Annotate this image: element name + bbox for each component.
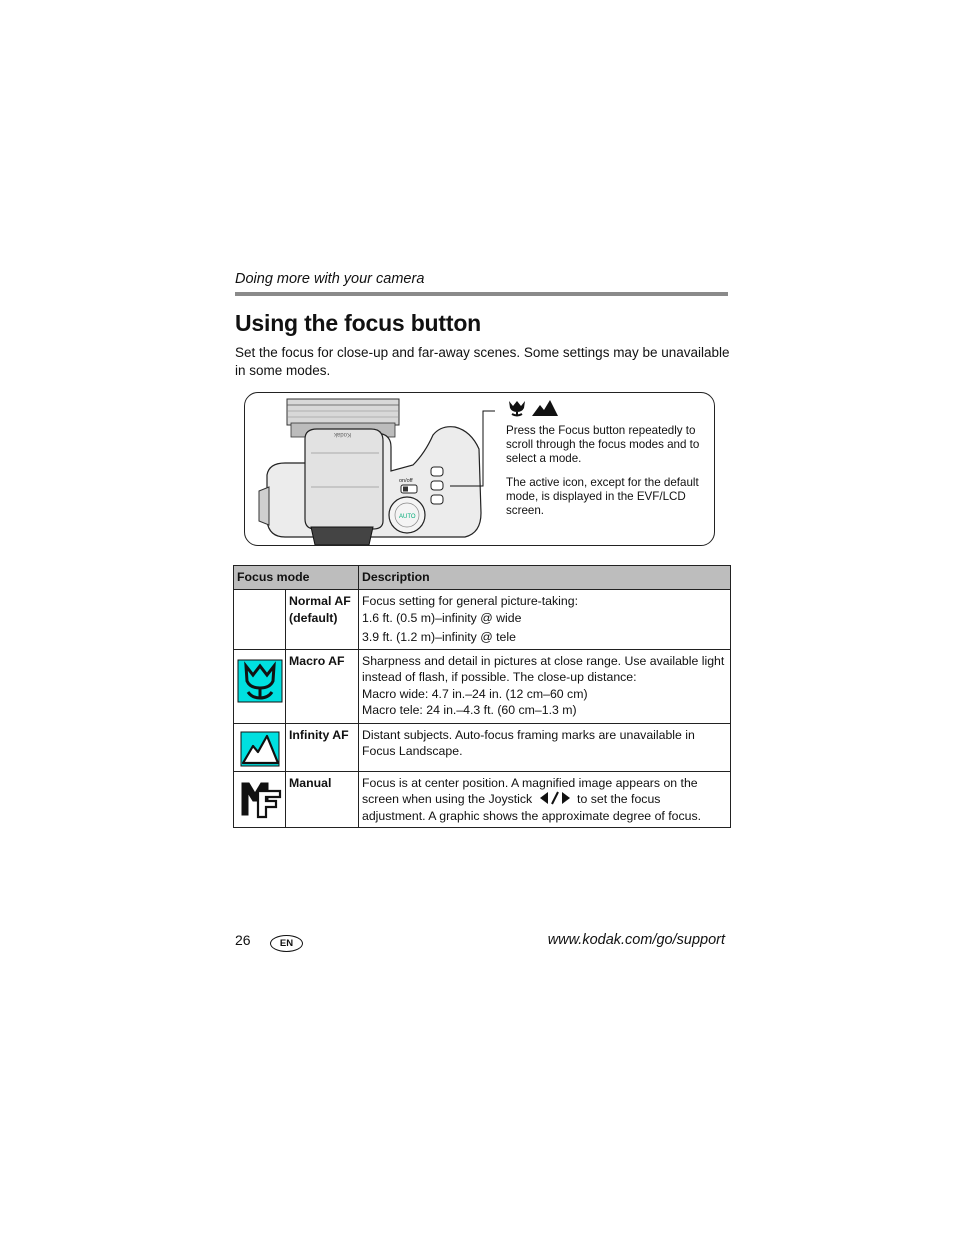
manual-focus-icon xyxy=(238,777,284,821)
language-badge: EN xyxy=(270,935,303,952)
row-icon-cell xyxy=(234,771,286,828)
joystick-left-right-icon xyxy=(538,791,572,805)
header-rule xyxy=(235,292,728,296)
mode-description xyxy=(359,649,731,723)
callout-infinity-icon xyxy=(531,399,559,417)
desc-text-after: to set the focus adjustment. A graphic shows the approximate degree of focus. xyxy=(362,792,702,823)
callout-paragraph-2: The active icon, except for the default mode, is displayed in the EVF/LCD screen. xyxy=(506,476,699,517)
mode-label: Manual xyxy=(286,771,359,828)
mode-description xyxy=(359,771,731,828)
desc-text-before: Focus is at center position. A magnified image appears on the screen when using the Joystick xyxy=(362,775,698,806)
callout-text xyxy=(506,424,706,528)
mode-description xyxy=(359,723,731,771)
infinity-af-icon xyxy=(239,730,285,770)
desc-line: Distant subjects. Auto-focus framing marks are unavailable in Focus Landscape. xyxy=(362,727,695,758)
power-label: on/off xyxy=(399,478,413,484)
table-row xyxy=(234,771,731,828)
macro-af-icon xyxy=(236,658,284,704)
brand-text: Kodak xyxy=(333,431,351,437)
table-header-row xyxy=(234,566,731,590)
desc-line: 3.9 ft. (1.2 m)–infinity @ tele xyxy=(362,630,516,644)
mode-description xyxy=(359,590,731,650)
header-focus-mode: Focus mode xyxy=(234,566,359,590)
table-row xyxy=(234,649,731,723)
page-number: 26 xyxy=(235,932,251,948)
desc-line: Macro tele: 24 in.–4.3 ft. (60 cm–1.3 m) xyxy=(362,703,577,717)
mode-label: Normal AF (default) xyxy=(286,590,359,650)
page-title: Using the focus button xyxy=(235,310,482,336)
support-url[interactable]: www.kodak.com/go/support xyxy=(547,932,725,948)
camera-top-illustration xyxy=(245,393,495,546)
camera-figure xyxy=(244,392,715,546)
section-header-title: Doing more with your camera xyxy=(235,271,425,287)
dial-label: AUTO xyxy=(399,514,416,520)
table-row xyxy=(234,723,731,771)
row-icon-cell-empty xyxy=(234,590,286,650)
desc-line: Sharpness and detail in pictures at close range. Use available light instead of flash, if possible. The close-up distance: xyxy=(362,653,725,684)
table-row xyxy=(234,590,731,650)
focus-mode-table xyxy=(233,565,731,828)
mode-label: Macro AF xyxy=(286,649,359,723)
header-description: Description xyxy=(359,566,731,590)
intro-paragraph: Set the focus for close-up and far-away scenes. Some settings may be unavailable in some modes. xyxy=(235,345,730,378)
callout-paragraph-1: Press the Focus button repeatedly to scroll through the focus modes and to select a mode. xyxy=(506,424,700,465)
desc-line: Focus setting for general picture-taking: xyxy=(362,594,578,608)
mode-label: Infinity AF xyxy=(286,723,359,771)
desc-line: 1.6 ft. (0.5 m)–infinity @ wide xyxy=(362,610,522,625)
row-icon-cell xyxy=(234,723,286,771)
callout-macro-icon xyxy=(507,399,527,417)
desc-line: Macro wide: 4.7 in.–24 in. (12 cm–60 cm) xyxy=(362,686,588,701)
row-icon-cell xyxy=(234,649,286,723)
